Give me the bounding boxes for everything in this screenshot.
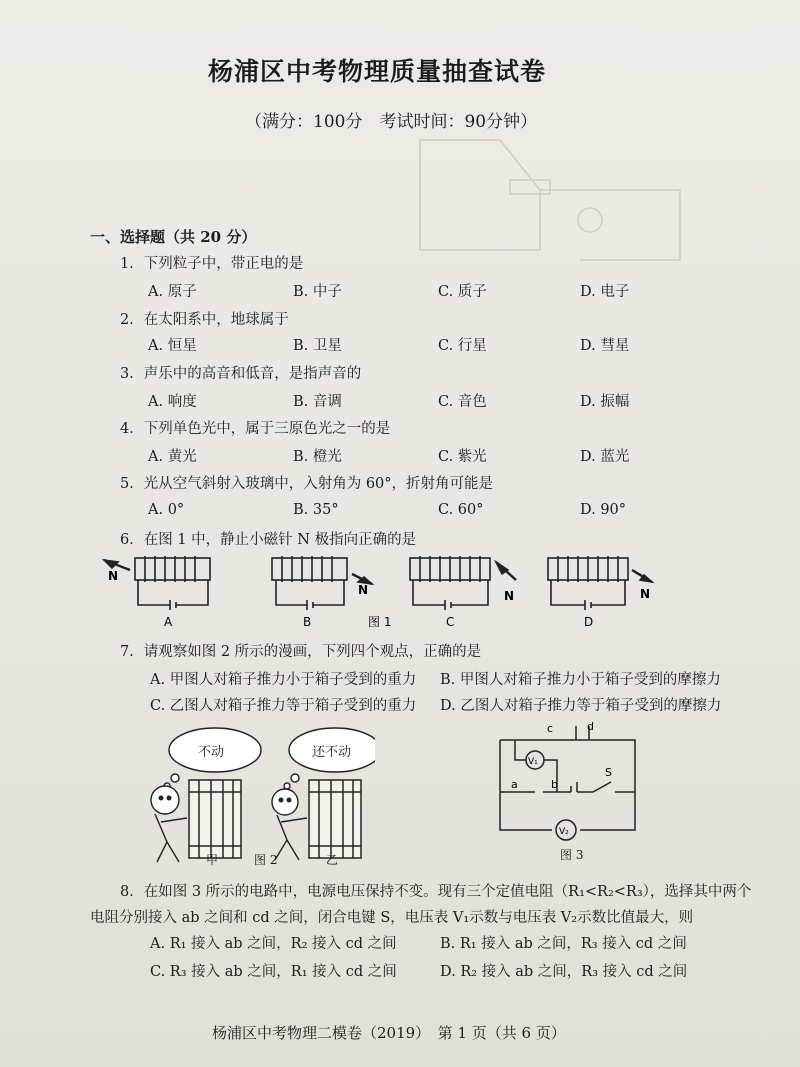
question-1-stem: 1．下列粒子中，带正电的是: [120, 256, 304, 272]
bubble-2-text: 还不动: [312, 745, 352, 760]
option-7d[interactable]: D. 乙图人对箱子推力等于箱子受到的摩擦力: [440, 698, 722, 714]
question-3-stem: 3．声乐中的高音和低音，是指声音的: [120, 366, 362, 382]
option-3d[interactable]: D. 振幅: [580, 394, 630, 410]
box-jia: [189, 780, 241, 858]
figure-1-letter-b: B: [303, 615, 312, 629]
v2-label: V₂: [559, 827, 569, 837]
label-yi: 乙: [326, 853, 339, 867]
option-3c[interactable]: C. 音色: [438, 394, 487, 410]
option-8a[interactable]: A. R₁ 接入 ab 之间，R₂ 接入 cd 之间: [150, 936, 397, 952]
option-8d[interactable]: D. R₂ 接入 ab 之间，R₃ 接入 cd 之间: [440, 964, 688, 980]
option-7a[interactable]: A. 甲图人对箱子推力小于箱子受到的重力: [150, 672, 417, 688]
option-5a[interactable]: A. 0°: [148, 502, 185, 518]
option-2a[interactable]: A. 恒星: [148, 338, 197, 354]
question-7-stem: 7．请观察如图 2 所示的漫画，下列四个观点，正确的是: [120, 644, 482, 660]
option-5d[interactable]: D. 90°: [580, 502, 627, 518]
exam-subtitle: （满分：100分 考试时间：90分钟）: [245, 112, 538, 132]
option-3a[interactable]: A. 响度: [148, 394, 197, 410]
v1-label: V₁: [528, 757, 538, 767]
solenoid-d[interactable]: [548, 556, 652, 610]
question-2-stem: 2．在太阳系中，地球属于: [120, 312, 289, 328]
pole-label-d: N: [640, 587, 651, 601]
option-4d[interactable]: D. 蓝光: [580, 449, 630, 465]
section-heading: 一、选择题（共 20 分）: [90, 228, 257, 246]
option-7b[interactable]: B. 甲图人对箱子推力小于箱子受到的摩擦力: [440, 672, 721, 688]
figure-3-circuit: [495, 720, 645, 850]
page-footer: 杨浦区中考物理二模卷（2019） 第 1 页（共 6 页）: [212, 1024, 566, 1042]
option-4c[interactable]: C. 紫光: [438, 449, 487, 465]
option-8b[interactable]: B. R₁ 接入 ab 之间，R₃ 接入 cd 之间: [440, 936, 687, 952]
node-c-label: c: [547, 722, 554, 735]
pole-label-c: N: [504, 589, 515, 603]
figure-1-caption: 图 1: [368, 615, 392, 629]
switch-s-label: S: [605, 766, 612, 779]
person-jia: [151, 786, 187, 862]
figure-2-caption: 图 2: [254, 853, 278, 867]
figure-1-letter-a: A: [164, 615, 173, 629]
option-1c[interactable]: C. 质子: [438, 284, 487, 300]
figure-1-letter-c: C: [446, 615, 455, 629]
bubble-1-text: 不动: [198, 745, 225, 760]
solenoid-c[interactable]: [410, 556, 516, 610]
label-jia: 甲: [206, 853, 219, 867]
exam-title: 杨浦区中考物理质量抽查试卷: [208, 57, 547, 86]
node-d-label: d: [587, 720, 594, 733]
box-yi: [309, 780, 361, 858]
node-a-label: a: [511, 778, 518, 791]
question-6-stem: 6．在图 1 中，静止小磁针 N 极指向正确的是: [120, 532, 417, 548]
figure-1-letter-d: D: [584, 615, 594, 629]
solenoid-a[interactable]: [104, 556, 210, 610]
option-5c[interactable]: C. 60°: [438, 502, 484, 518]
option-2c[interactable]: C. 行星: [438, 338, 487, 354]
pole-label-b: N: [358, 583, 369, 597]
figure-1-solenoids: [100, 550, 680, 630]
option-8c[interactable]: C. R₃ 接入 ab 之间，R₁ 接入 cd 之间: [150, 964, 397, 980]
option-1a[interactable]: A. 原子: [148, 284, 197, 300]
person-yi: [272, 789, 307, 860]
question-4-stem: 4．下列单色光中，属于三原色光之一的是: [120, 421, 391, 437]
option-5b[interactable]: B. 35°: [293, 502, 339, 518]
node-b-label: b: [551, 778, 558, 791]
option-7c[interactable]: C. 乙图人对箱子推力等于箱子受到的重力: [150, 698, 417, 714]
option-1b[interactable]: B. 中子: [293, 284, 342, 300]
option-4a[interactable]: A. 黄光: [148, 449, 197, 465]
figure-3-caption: 图 3: [560, 848, 584, 862]
option-3b[interactable]: B. 音调: [293, 394, 342, 410]
question-5-stem: 5．光从空气斜射入玻璃中，入射角为 60°，折射角可能是: [120, 476, 494, 492]
option-1d[interactable]: D. 电子: [580, 284, 630, 300]
solenoid-b[interactable]: [272, 556, 372, 610]
question-8-stem-line2: 电阻分别接入 ab 之间和 cd 之间，闭合电键 S，电压表 V₁示数与电压表 V₂示数比值最大，则: [90, 910, 694, 926]
option-2b[interactable]: B. 卫星: [293, 338, 342, 354]
option-2d[interactable]: D. 彗星: [580, 338, 630, 354]
option-4b[interactable]: B. 橙光: [293, 449, 342, 465]
pole-label-a: N: [108, 569, 119, 583]
question-8-stem: 8．在如图 3 所示的电路中，电源电压保持不变。现有三个定值电阻（R₁<R₂<R₃），选择其中两个: [120, 884, 752, 900]
